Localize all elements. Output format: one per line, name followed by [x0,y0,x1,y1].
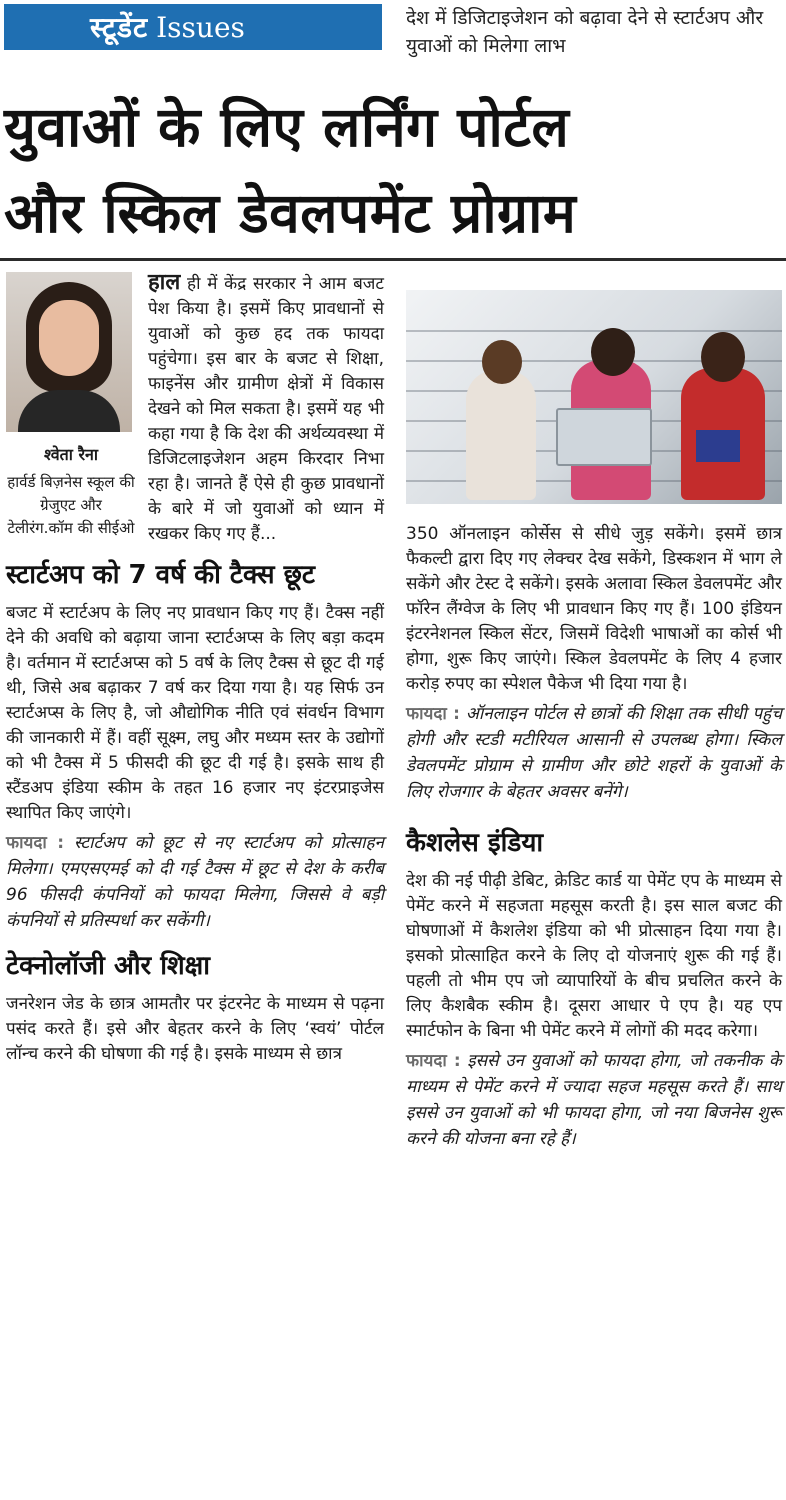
startup-benefit [6,830,384,934]
tech-continued-paragraph: 350 ऑनलाइन कोर्सेस से सीधे जुड़ सकेंगे। इसमें छात्र फैकल्टी द्वारा दिए गए लेक्चर देख सकेंगे, डिस्कशन में भाग ले सकेंगे और टेस्ट दे सकेंगे। इसके अलावा स्किल डेवलपमेंट और फॉरेन लैंग्वेज के लिए भी प्रावधान किए गए हैं। 100 इंडियन इंटरनेशनल स्किल सेंटर, जिसमें विदेशी भाषाओं का कोर्स भी होगा, शुरू किए जाएंगे। स्किल डेवलपमेंट के लिए 4 हजार करोड़ रुपए का स्पेशल पैकेज भी दिया गया है। [406,524,782,694]
laptop-icon [556,408,652,466]
intro-paragraph [6,270,384,547]
author-photo [6,272,132,432]
cashless-heading: कैशलेस इंडिया [406,828,544,858]
cashless-benefit-text: इससे उन युवाओं को फायदा होगा, जो तकनीक के माध्यम से पेमेंट करने में ज्यादा सहज महसूस करते हैं। साथ इससे उन युवाओं को भी फायदा होगा, जो नया बिजनेस शुरू करने की योजना बना रहे हैं। [406,1051,782,1149]
headline-line-1: युवाओं के लिए लर्निंग पोर्टल [4,95,570,159]
startup-heading: स्टार्टअप को 7 वर्ष की टैक्स छूट [6,560,316,590]
kicker-text: देश में डिजिटाइजेशन को बढ़ावा देने से स्टार्टअप और युवाओं को मिलेगा लाभ [406,7,764,57]
startup-paragraph: बजट में स्टार्टअप के लिए नए प्रावधान किए गए हैं। टैक्स नहीं देने की अवधि को बढ़ाया जाना स्टार्टअप्स के लिए बड़ा कदम है। वर्तमान में स्टार्टअप्स को 5 वर्ष के लिए टैक्स से छूट दी गई थी, जिसे अब बढ़ाकर 7 वर्ष कर दिया गया है। यह सिर्फ उन स्टार्टअप्स के लिए है, जो औद्योगिक नीति एवं संवर्धन विभाग की जानकारी में हैं। वहीं सूक्ष्म, लघु और मध्यम स्तर के उद्योगों को भी टैक्स में 5 फीसदी की छूट दी गई है। इसके साथ ही स्टैंडअप इंडिया स्कीम के तहत 16 हजार नए इंटरप्राइजेस स्थापित किए जाएंगे। [6,603,384,823]
section-banner [4,4,382,50]
author-name: श्वेता रैना [43,445,99,464]
page-title [4,84,782,256]
benefit-tag: फायदा : [406,704,460,724]
left-column [6,270,384,1067]
tech-benefit [406,701,782,805]
tech-heading: टेक्नोलॉजी और शिक्षा [6,951,211,981]
intro-lead-word: हाल [148,270,181,295]
headline-line-2: और स्किल डेवलपमेंट प्रोग्राम [4,181,577,245]
benefit-tag: फायदा : [6,833,65,853]
section-title-english: Issues [156,10,245,44]
startup-benefit-text: स्टार्टअप को छूट से नए स्टार्टअप को प्रोत्साहन मिलेगा। एमएसएमई को दी गई टैक्स में छूट से देश के करीब 96 फीसदी कंपनियों को फायदा मिलेगा, जिससे वे बड़ी कंपनियों से प्रतिस्पर्धा कर सकेंगी। [6,833,384,931]
cashless-paragraph: देश की नई पीढ़ी डेबिट, क्रेडिट कार्ड या पेमेंट एप के माध्यम से पेमेंट करने में सहजता महसूस करती है। इस साल बजट की घोषणाओं में कैशलेश इंडिया को भी प्रोत्साहन दिया गया है। इसको प्रोत्साहित करने के लिए दो योजनाएं शुरू की गई हैं। पहली तो भीम एप जो व्यापारियों के बीच प्रचलित करने के लिए कैशबैक स्कीम है। दूसरा आधार पे एप है। यह एप स्मार्टफोन के बिना भी पेमेंट करने में लोगों की मदद करेगा। [406,871,782,1041]
author-box [6,272,136,540]
tech-benefit-text: ऑनलाइन पोर्टल से छात्रों की शिक्षा तक सीधी पहुंच होगी और स्टडी मटीरियल आसानी से उपलब्ध होगा। स्किल डेवलपमेंट प्रोग्राम से ग्रामीण और छोटे शहरों के युवाओं के लिए रोजगार के बेहतर अवसर बनेंगे। [406,704,782,802]
headline-divider [0,258,786,261]
book-icon [696,430,740,462]
tech-paragraph: जनरेशन जेड के छात्र आमतौर पर इंटरनेट के माध्यम से पढ़ना पसंद करते हैं। इसे और बेहतर करने के लिए ‘स्वयं’ पोर्टल लॉन्च करने की घोषणा की गई है। इसके माध्यम से छात्र [6,994,384,1064]
intro-text: ही में केंद्र सरकार ने आम बजट पेश किया है। इसमें किए प्रावधानों से युवाओं को कुछ हद तक फायदा पहुंचेगा। इस बार के बजट से शिक्षा, फाइनेंस और ग्रामीण क्षेत्रों में विकास देखने को मिल सकता है। इसमें यह भी कहा गया है कि देश की अर्थव्यवस्था में डिजिटलाइजेशन अहम किरदार निभा रहा है। जानते हैं ऐसे ही कुछ प्रावधानों के बारे में जो युवाओं को ध्यान में रखकर किए गए हैं... [148,274,384,544]
benefit-tag: फायदा : [406,1051,461,1071]
cashless-benefit [406,1048,782,1152]
author-title: हार्वर्ड बिज़नेस स्कूल की ग्रेजुएट और टेलीरंग.कॉम की सीईओ [7,473,135,537]
students-photo [406,290,782,504]
section-title-hindi: स्टूडेंट [90,11,149,44]
right-column [406,290,782,1152]
